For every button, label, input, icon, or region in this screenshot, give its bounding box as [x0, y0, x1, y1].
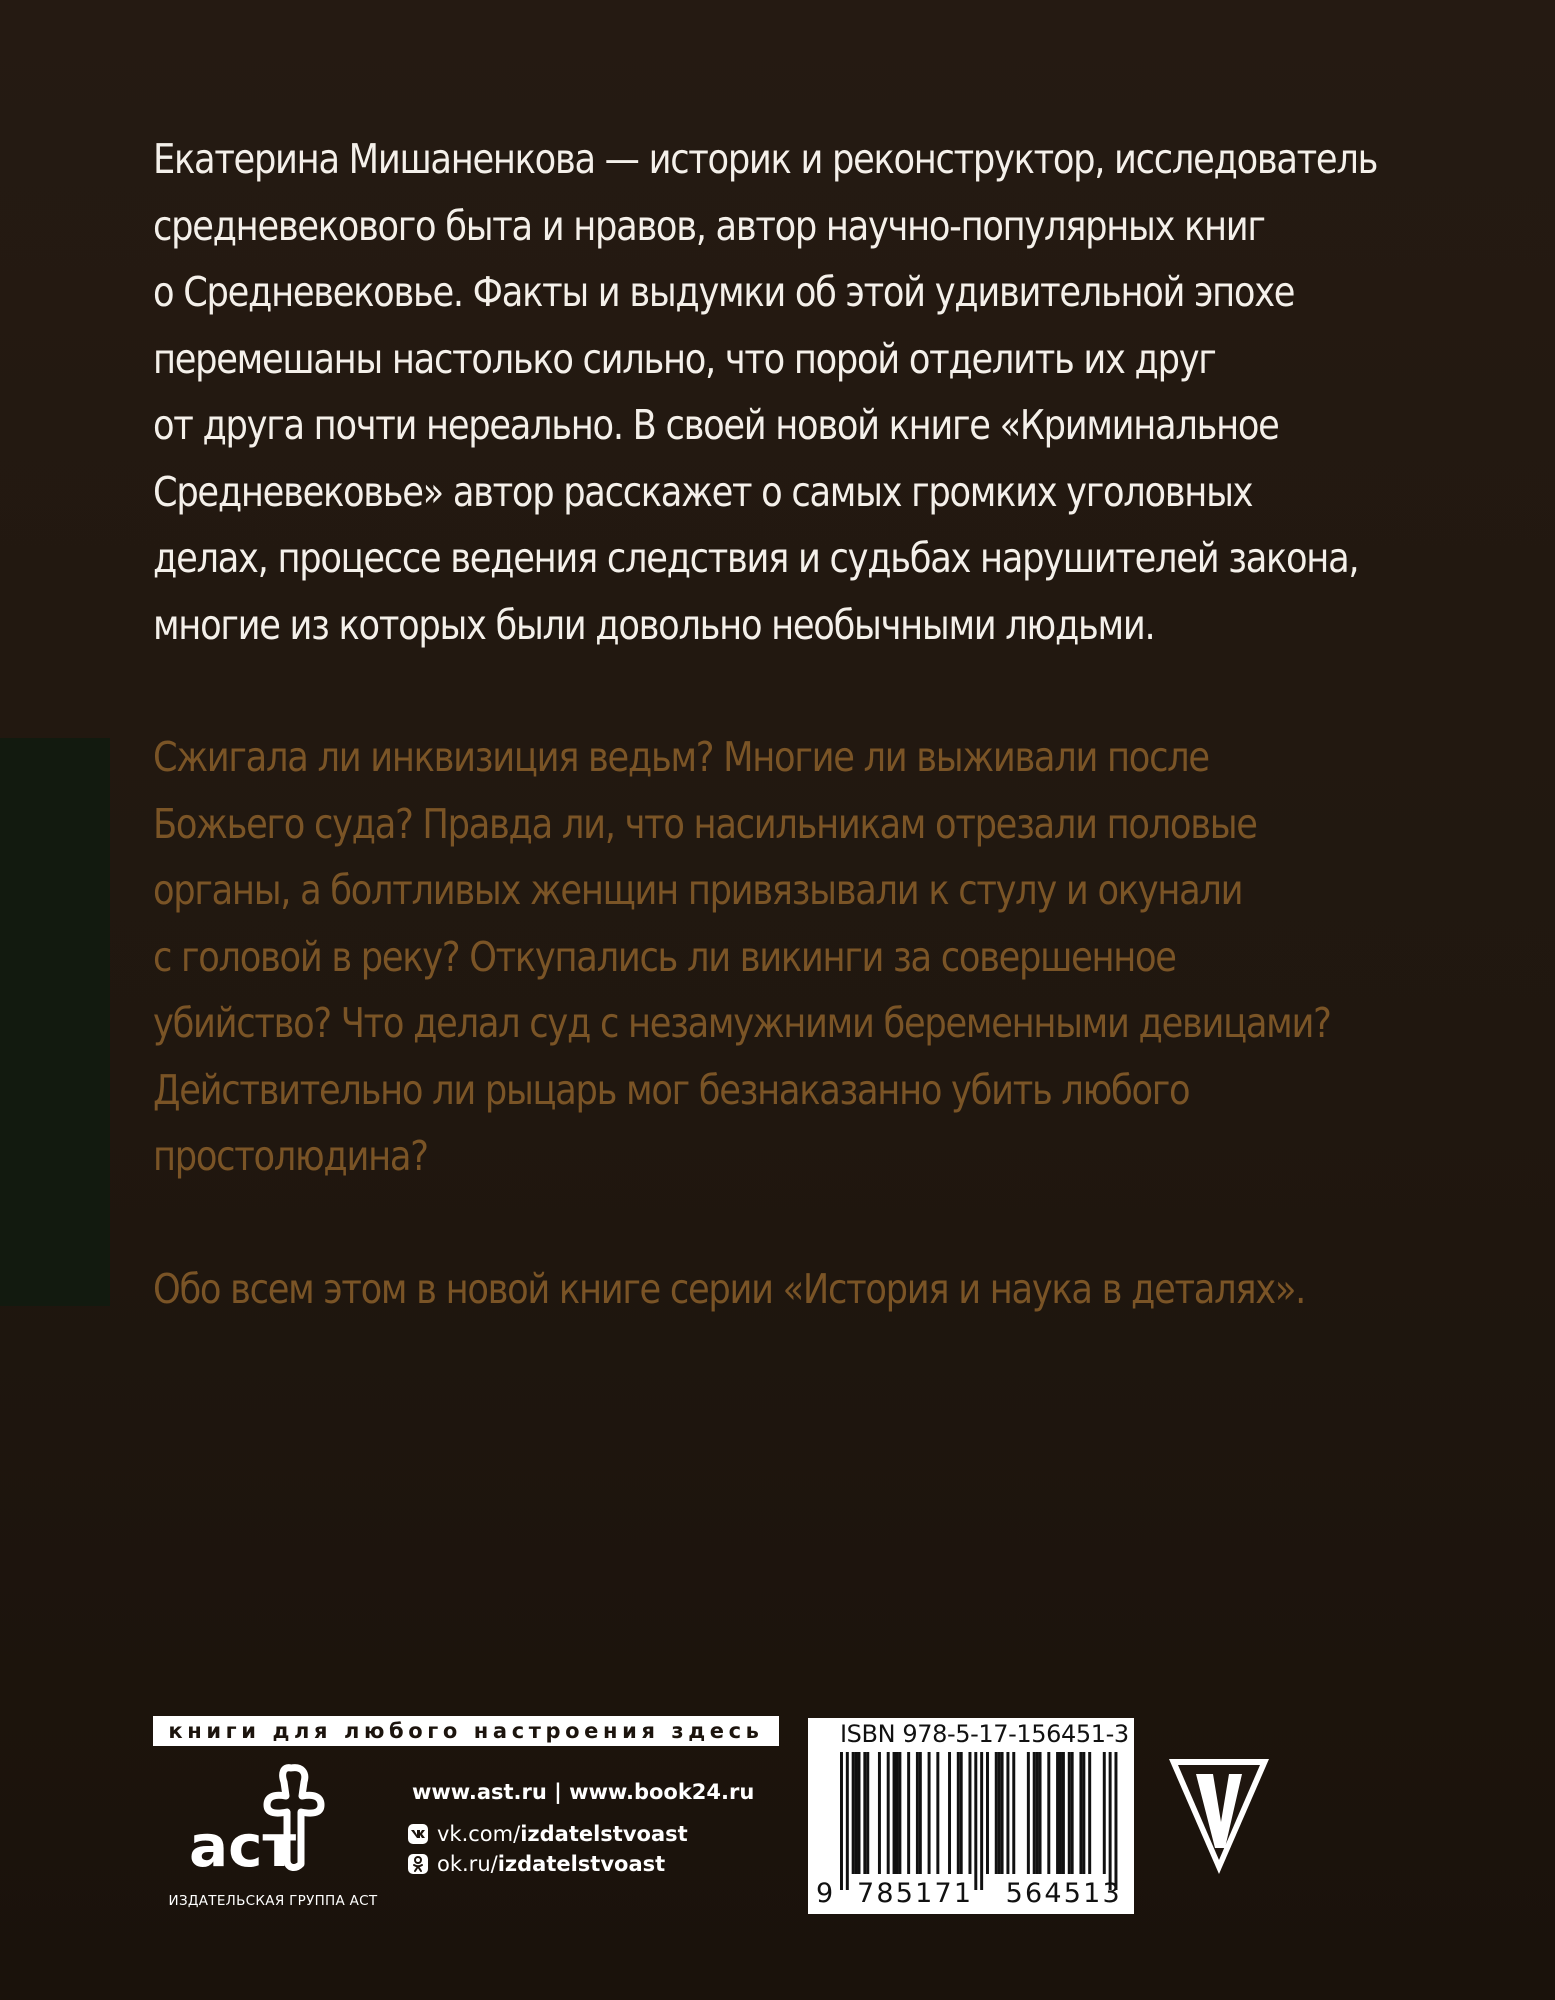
barcode-bar — [928, 1752, 931, 1874]
description-line: Екатерина Мишаненкова — историк и реконструктор, исследователь — [153, 135, 1378, 183]
publisher-tagline: книги для любого настроения здесь — [153, 1716, 779, 1746]
barcode-bar — [1071, 1752, 1074, 1874]
barcode-bar — [998, 1752, 1001, 1874]
barcode-bar — [1006, 1752, 1009, 1874]
barcode-bar — [980, 1752, 983, 1890]
questions-paragraph — [153, 724, 1331, 1190]
description-line: о Средневековье. Факты и выдумки об этой удивительной эпохе — [153, 268, 1295, 316]
vk-link[interactable] — [408, 1822, 688, 1846]
barcode-bar — [1079, 1752, 1082, 1874]
series-paragraph — [153, 1256, 1306, 1323]
odnoklassniki-icon — [408, 1854, 428, 1874]
question-line: Действительно ли рыцарь мог безнаказанно убить любого — [153, 1065, 1190, 1114]
barcode-bar — [1059, 1752, 1062, 1874]
isbn-label: ISBN 978-5-17-156451-3 — [840, 1720, 1129, 1748]
barcode-bar — [1109, 1752, 1112, 1890]
description-line: перемешаны настолько сильно, что порой отделить их друг — [153, 334, 1216, 383]
barcode-bar — [1012, 1752, 1015, 1874]
barcode-bar — [916, 1752, 919, 1874]
barcode-bar — [858, 1752, 861, 1874]
logo-text: аст — [189, 1812, 297, 1880]
ast-cross-logo-icon — [183, 1760, 353, 1880]
barcode-bar — [878, 1752, 881, 1874]
question-line: простолюдина? — [153, 1132, 428, 1180]
barcode-bar — [968, 1752, 971, 1874]
description-line: средневекового быта и нравов, автор научно-популярных книг — [153, 201, 1265, 250]
barcode-bar — [840, 1752, 843, 1890]
ok-link[interactable] — [408, 1852, 665, 1876]
question-line: с головой в реку? Откупались ли викинги за совершенное — [153, 932, 1176, 981]
barcode-bar — [1082, 1752, 1085, 1874]
series-line: Обо всем этом в новой книге серии «История и наука в деталях». — [153, 1265, 1306, 1313]
barcode-bar — [995, 1752, 998, 1874]
ean-digits — [816, 1878, 1132, 1909]
isbn-barcode — [808, 1718, 1134, 1914]
author-description — [153, 126, 1378, 658]
barcode-bar — [936, 1752, 939, 1874]
vk-icon — [408, 1824, 428, 1844]
description-line: делах, процессе ведения следствия и судьбах нарушителей закона, — [153, 534, 1359, 582]
barcode-bar — [1001, 1752, 1004, 1874]
question-line: Божьего суда? Правда ли, что насильникам отрезали половые — [153, 799, 1257, 848]
barcode-bar — [1047, 1752, 1050, 1874]
ean-right-group: 564513 — [1005, 1878, 1122, 1909]
barcode-bar — [1088, 1752, 1091, 1874]
barcode-bar — [974, 1752, 977, 1890]
vk-prefix: vk.com/ — [437, 1822, 521, 1846]
barcode-bar — [898, 1752, 901, 1874]
v-triangle-icon — [1166, 1756, 1272, 1878]
barcode-bar — [1114, 1752, 1117, 1890]
barcode-bar — [1036, 1752, 1039, 1874]
barcode-bar — [852, 1752, 855, 1874]
barcode-bar — [863, 1752, 866, 1874]
barcode-bar — [1103, 1752, 1106, 1874]
vk-handle: izdatelstvoast — [520, 1822, 688, 1846]
barcode-bar — [919, 1752, 922, 1874]
ean-first-digit: 9 — [816, 1878, 836, 1909]
barcode-bar — [1039, 1752, 1042, 1874]
barcode-bar — [957, 1752, 960, 1874]
barcode-bar — [1056, 1752, 1059, 1874]
barcode-bar — [895, 1752, 898, 1874]
barcode-bar — [948, 1752, 951, 1874]
ok-prefix: ok.ru/ — [437, 1852, 498, 1876]
ok-handle: izdatelstvoast — [497, 1852, 666, 1876]
barcode-bar — [855, 1752, 858, 1874]
barcode-bar — [866, 1752, 869, 1874]
description-line: многие из которых были довольно необычными людьми. — [153, 600, 1155, 649]
barcode-bar — [960, 1752, 963, 1874]
description-line: Средневековье» автор расскажет о самых громких уголовных — [153, 467, 1253, 516]
question-line: Сжигала ли инквизиция ведьм? Многие ли выживали после — [153, 733, 1209, 781]
barcode-bar — [1062, 1752, 1065, 1874]
barcode-bar — [1068, 1752, 1071, 1874]
description-line: от друга почти нереально. В своей новой книге «Криминальное — [153, 401, 1279, 449]
barcode-bar — [907, 1752, 910, 1874]
barcode-bar — [887, 1752, 890, 1874]
question-line: органы, а болтливых женщин привязывали к стулу и окунали — [153, 866, 1243, 914]
ean-left-group: 785171 — [856, 1878, 974, 1909]
barcode-bar — [1027, 1752, 1030, 1874]
website-links[interactable]: www.ast.ru | www.book24.ru — [412, 1780, 755, 1804]
question-line: убийство? Что делал суд с незамужними беременными девицами? — [153, 999, 1331, 1047]
publisher-name: ИЗДАТЕЛЬСКАЯ ГРУППА АСТ — [168, 1893, 378, 1909]
side-stripe — [0, 738, 110, 1306]
barcode-bar — [1033, 1752, 1036, 1874]
barcode-bar — [893, 1752, 896, 1874]
barcode-bar — [986, 1752, 989, 1874]
barcode-bar — [846, 1752, 849, 1890]
